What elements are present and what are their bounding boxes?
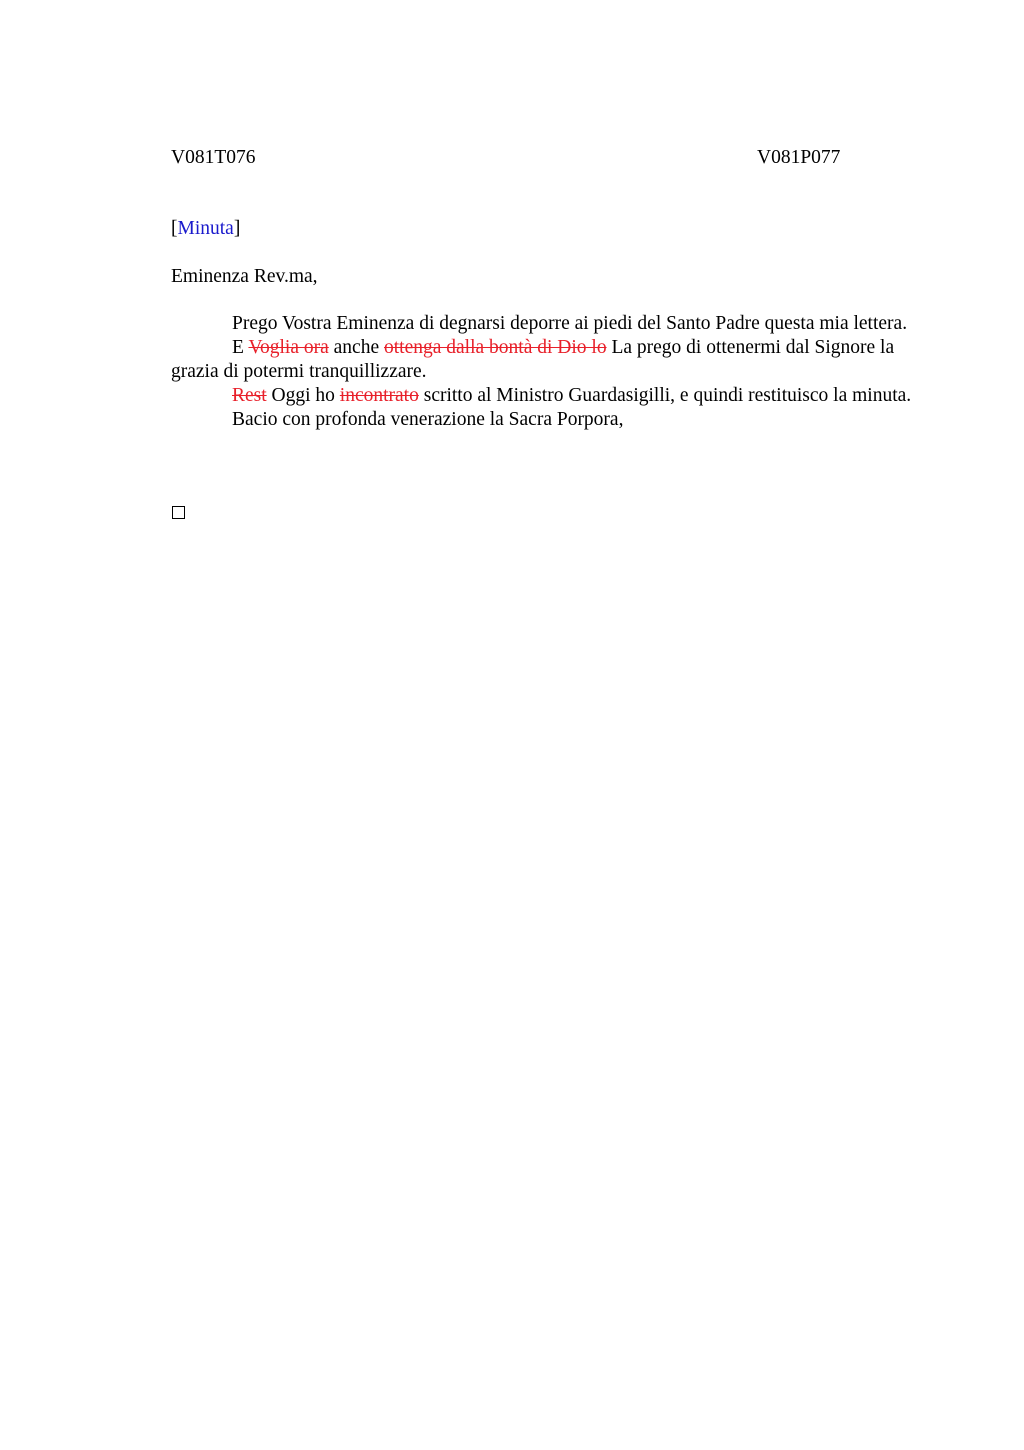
- document-type-label: Minuta: [177, 218, 234, 239]
- deleted-text: ottenga dalla bontà di Dio lo: [384, 337, 607, 358]
- paragraph-4: [171, 408, 921, 432]
- document-code-left: V081T076: [171, 147, 256, 168]
- deleted-text: incontrato: [339, 385, 419, 406]
- paragraph-text: Oggi ho: [266, 385, 340, 406]
- paragraph-text: La prego di ottenermi dal Signore la grazia di potermi tranquillizzare.: [171, 337, 895, 382]
- bracket-open: [: [171, 218, 178, 239]
- paragraph-1: [171, 312, 921, 336]
- letter-body: [171, 312, 921, 432]
- paragraph-text: scritto al Ministro Guardasigilli, e quindi restituisco la minuta.: [418, 385, 912, 406]
- deleted-text: Voglia ora: [248, 337, 329, 358]
- checkbox-icon[interactable]: [172, 506, 185, 519]
- document-type-note: [171, 217, 240, 241]
- paragraph-3: [171, 384, 921, 408]
- paragraph-2: [171, 336, 921, 384]
- paragraph-text: E: [232, 337, 249, 358]
- salutation: Eminenza Rev.ma,: [171, 266, 318, 287]
- document-code-right: V081P077: [757, 147, 841, 168]
- paragraph-text: anche: [328, 337, 384, 358]
- paragraph-text: Prego Vostra Eminenza di degnarsi deporre ai piedi del Santo Padre questa mia lettera.: [232, 313, 908, 334]
- deleted-text: Rest: [232, 385, 267, 406]
- paragraph-text: Bacio con profonda venerazione la Sacra Porpora,: [232, 409, 624, 430]
- bracket-close: ]: [233, 218, 241, 239]
